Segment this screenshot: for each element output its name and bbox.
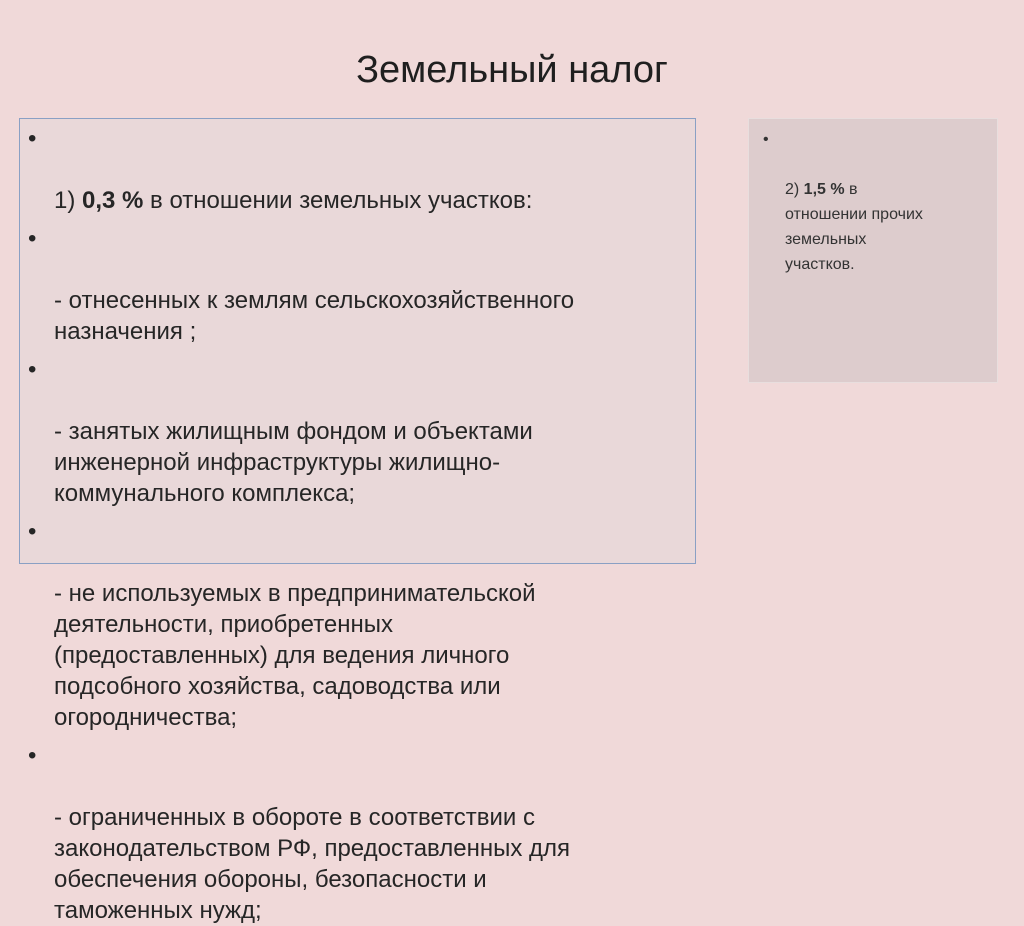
rate-value: 1,5 % [803, 181, 845, 198]
item-prefix: 1) [54, 187, 83, 214]
bullet-icon: • [28, 518, 37, 545]
rate-value: 0,3 % [82, 187, 144, 214]
list-item [20, 740, 695, 926]
bullet-icon: • [28, 356, 37, 383]
item-prefix: 2) [785, 181, 804, 198]
bullet-icon: • [28, 125, 37, 152]
bullet-icon: • [28, 742, 37, 769]
bullet-icon: • [28, 225, 37, 252]
list-item-rate-1-5 [749, 127, 991, 277]
bullet-icon: • [763, 131, 769, 148]
left-text-box [19, 118, 696, 924]
item-text: - ограниченных в обороте в соответствии с законодательством РФ, предоставленных для обеспечения обороны, безопасности и таможенных нужд; [54, 804, 571, 924]
list-item [20, 223, 695, 347]
list-item [20, 516, 695, 733]
left-bullet-list [20, 123, 695, 926]
item-suffix: в отношении земельных участков: [143, 187, 533, 214]
item-suffix: в отношении прочих земельных участков. [785, 181, 923, 273]
item-text: - не используемых в предпринимательской деятельности, приобретенных (предоставленных) для ведения личного подсобного хозяйства, садоводства или огородничества; [54, 580, 536, 731]
item-text: - занятых жилищным фондом и объектами инженерной инфраструктуры жилищно- коммунального комплекса; [54, 418, 533, 507]
item-text: - отнесенных к землям сельскохозяйственного назначения ; [54, 287, 575, 345]
list-item [20, 354, 695, 509]
right-bullet-list [749, 127, 991, 277]
list-item-rate-0-3 [20, 123, 695, 216]
right-text-box [748, 118, 998, 383]
slide-title: Земельный налог [356, 49, 668, 91]
